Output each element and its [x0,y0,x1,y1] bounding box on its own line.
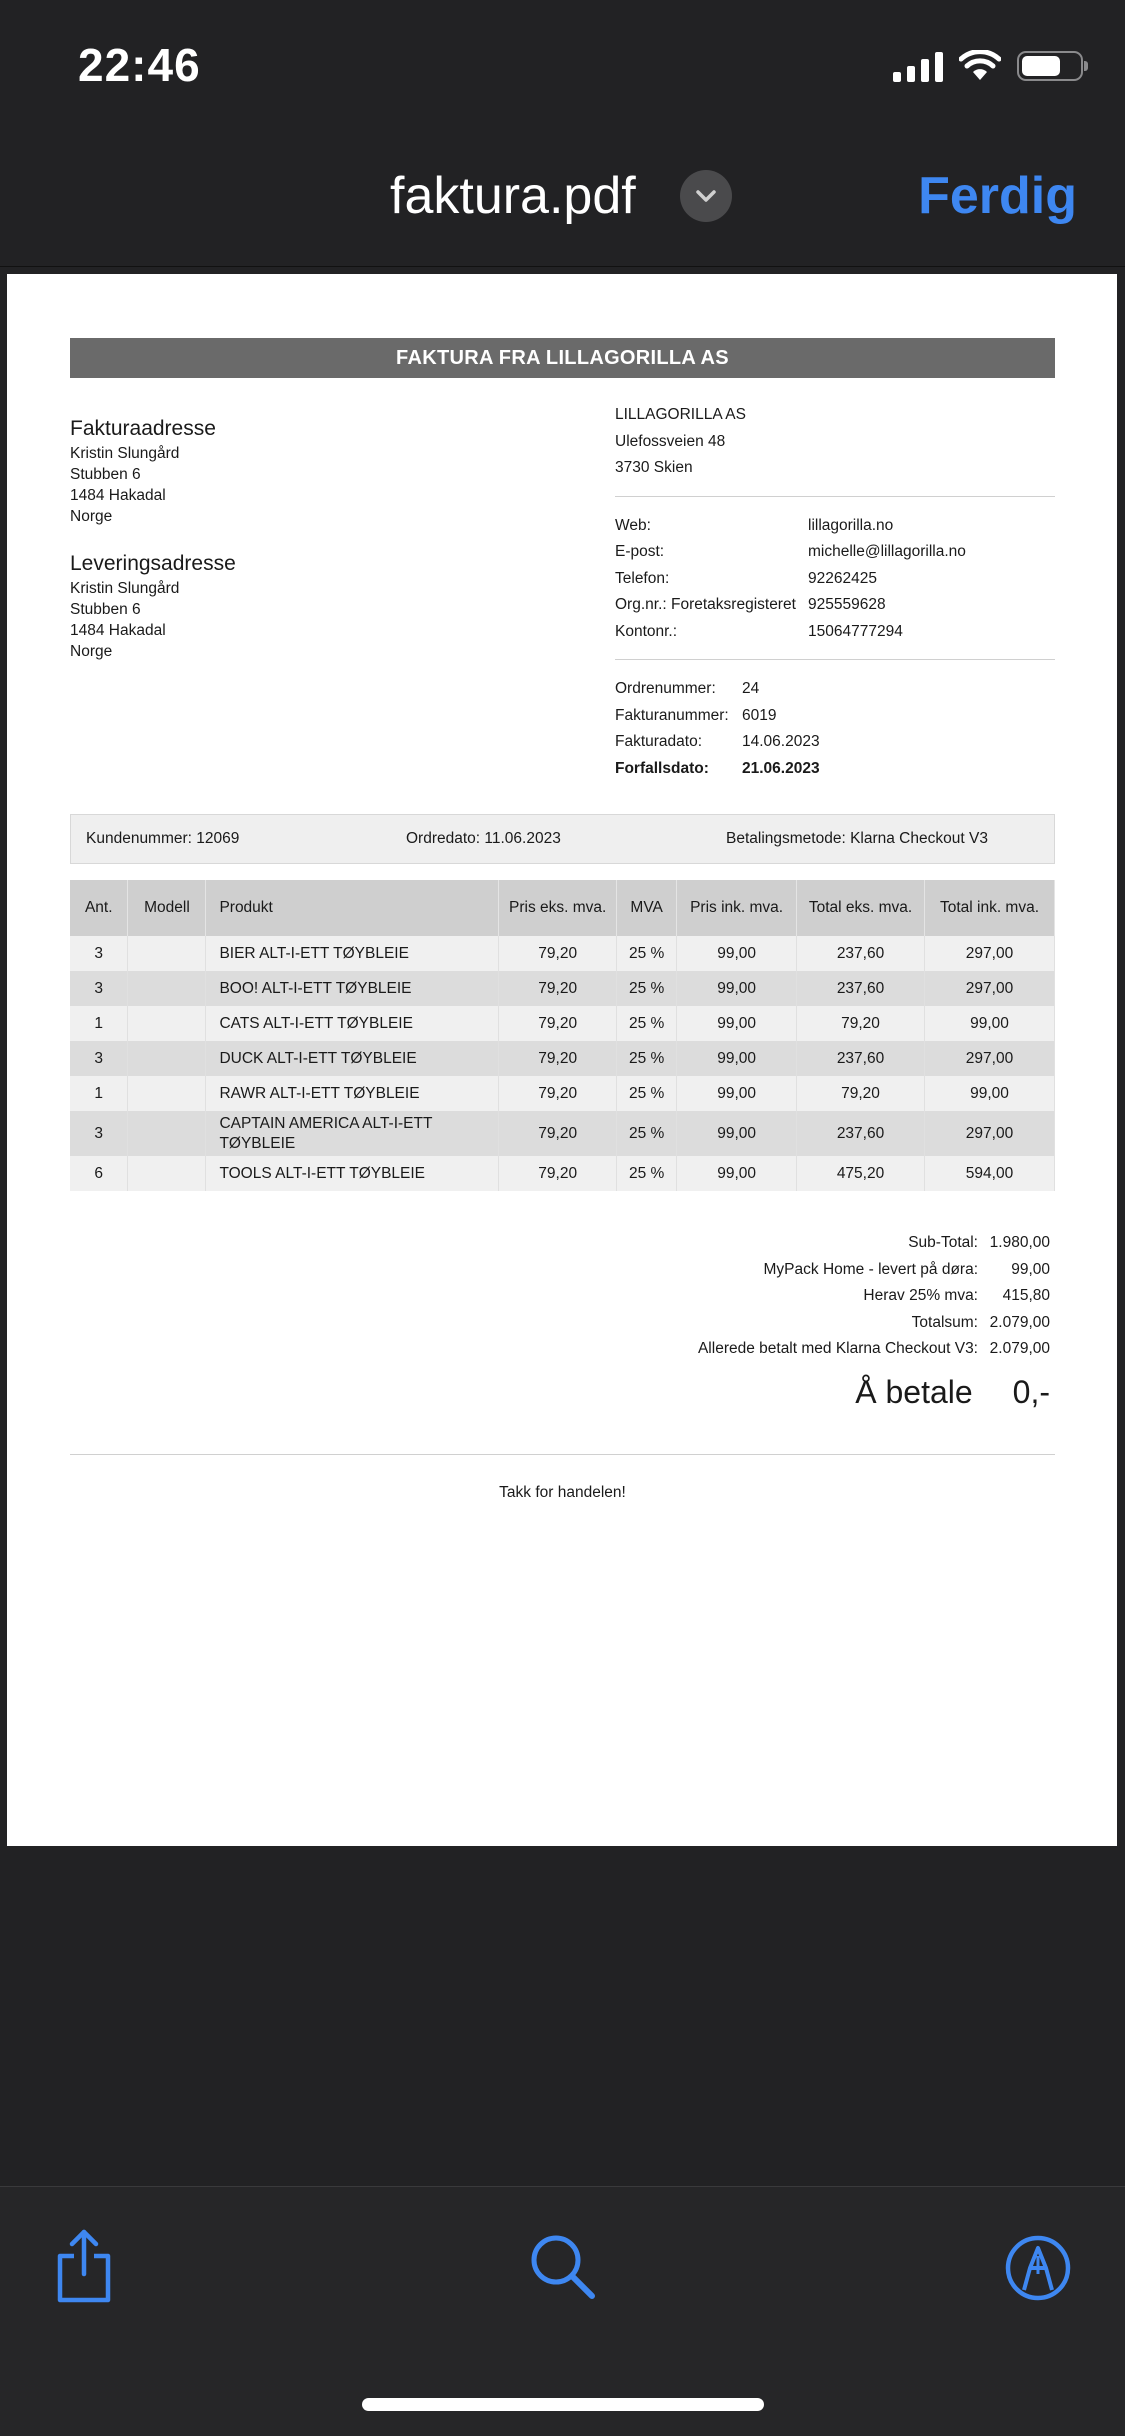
line-items-table [70,880,1055,1191]
shipping-line: Kristin Slungård [70,580,180,597]
table-cell: 3 [70,936,128,971]
amount-due-label: Å betale [855,1374,973,1410]
table-cell: 25 % [617,971,677,1006]
totals-row [698,1230,1050,1257]
table-row [70,1156,1055,1191]
table-cell: 297,00 [924,1041,1054,1076]
table-cell: 237,60 [797,971,925,1006]
totals-value: 2.079,00 [989,1313,1050,1331]
order-row [615,729,1055,756]
battery-icon [1017,51,1083,81]
table-row [70,1111,1055,1156]
billing-line: Norge [70,508,113,525]
table-body [70,936,1055,1191]
table-cell [128,936,206,971]
table-cell: RAWR ALT-I-ETT TØYBLEIE [206,1076,499,1111]
contact-key: Telefon: [615,569,670,587]
order-value: 21.06.2023 [742,759,820,777]
contact-value: 15064777294 [808,622,903,640]
table-cell: BOO! ALT-I-ETT TØYBLEIE [206,971,499,1006]
order-date: Ordredato: 11.06.2023 [406,830,561,847]
status-time: 22:46 [78,39,201,91]
contact-row [615,513,1055,540]
table-cell: 79,20 [499,1006,617,1041]
table-cell: 297,00 [924,1111,1054,1156]
pdf-page[interactable] [7,274,1117,1846]
customer-number: Kundenummer: 12069 [86,830,240,847]
payment-method: Betalingsmetode: Klarna Checkout V3 [726,830,988,847]
totals-label: Herav 25% mva: [863,1287,978,1304]
table-cell: CAPTAIN AMERICA ALT-I-ETT TØYBLEIE [206,1111,499,1156]
table-cell [128,1076,206,1111]
done-button[interactable]: Ferdig [918,167,1077,225]
table-cell: 237,60 [797,1041,925,1076]
column-header: MVA [617,880,677,936]
seller-street: Ulefossveien 48 [615,432,726,450]
markup-icon[interactable] [1004,2234,1072,2302]
table-cell: 99,00 [677,1076,797,1111]
totals-label: MyPack Home - levert på døra: [763,1260,978,1278]
order-row [615,756,1055,783]
contact-key: Kontonr.: [615,622,678,640]
column-header: Pris ink. mva. [677,880,797,936]
footer-divider [70,1454,1055,1455]
seller-info [615,402,1055,782]
title-menu-chevron-icon[interactable] [680,170,732,222]
totals-value: 1.980,00 [989,1234,1050,1251]
contact-value[interactable]: michelle@lillagorilla.no [808,543,966,560]
totals-value: 2.079,00 [989,1340,1050,1357]
totals-row [698,1283,1050,1310]
totals-row [698,1336,1050,1363]
shipping-line: 1484 Hakadal [70,622,166,639]
cellular-signal-icon [893,50,943,82]
table-cell: 25 % [617,936,677,971]
order-key: Fakturanummer: [615,706,729,724]
table-cell: 297,00 [924,936,1054,971]
invoice-banner: FAKTURA FRA LILLAGORILLA AS [70,338,1055,378]
table-cell: 99,00 [677,1006,797,1041]
table-cell: 79,20 [499,1041,617,1076]
table-cell: 99,00 [677,1111,797,1156]
table-cell: 25 % [617,1006,677,1041]
table-cell: 297,00 [924,971,1054,1006]
table-row [70,1041,1055,1076]
order-key: Forfallsdato: [615,759,709,777]
table-cell: 79,20 [797,1076,925,1111]
table-cell: CATS ALT-I-ETT TØYBLEIE [206,1006,499,1041]
contact-value[interactable]: lillagorilla.no [808,516,894,534]
table-cell: TOOLS ALT-I-ETT TØYBLEIE [206,1156,499,1191]
table-cell: 79,20 [499,1111,617,1156]
table-cell: 99,00 [924,1006,1054,1041]
column-header: Total eks. mva. [797,880,925,936]
table-cell: 594,00 [924,1156,1054,1191]
order-value: 14.06.2023 [742,733,820,750]
table-cell: BIER ALT-I-ETT TØYBLEIE [206,936,499,971]
totals-label: Sub-Total: [908,1234,978,1251]
search-icon[interactable] [528,2232,598,2302]
table-cell: 99,00 [677,936,797,971]
contact-key: Web: [615,516,651,534]
column-header: Modell [128,880,206,936]
contact-value[interactable]: 92262425 [808,569,877,587]
table-cell: 3 [70,1111,128,1156]
table-cell [128,1156,206,1191]
amount-due-value: 0,- [1012,1374,1050,1410]
order-key: Fakturadato: [615,733,703,750]
contact-key: E-post: [615,543,665,560]
table-row [70,1076,1055,1111]
column-header: Pris eks. mva. [499,880,617,936]
divider [615,659,1055,660]
thanks-note: Takk for handelen! [499,1484,626,1501]
order-row [615,676,1055,703]
column-header: Total ink. mva. [924,880,1054,936]
order-key: Ordrenummer: [615,680,716,697]
totals-row [698,1257,1050,1284]
wifi-icon [959,50,1001,82]
table-cell [128,1041,206,1076]
column-header: Ant. [70,880,128,936]
table-cell: 99,00 [677,1041,797,1076]
invoice [70,338,1055,1501]
table-cell: 1 [70,1076,128,1111]
contact-value: 925559628 [808,596,886,613]
billing-line: Kristin Slungård [70,445,180,462]
table-cell: 79,20 [499,971,617,1006]
totals-value: 99,00 [1011,1260,1050,1278]
status-icons [893,50,1083,82]
address-column [70,418,550,662]
table-cell: 25 % [617,1156,677,1191]
table-row [70,971,1055,1006]
shipping-heading: Leveringsadresse [70,552,236,575]
totals-label: Totalsum: [911,1313,978,1331]
billing-line: 1484 Hakadal [70,487,166,504]
table-cell: 6 [70,1156,128,1191]
table-cell: 79,20 [499,1076,617,1111]
nav-divider [0,266,1125,267]
divider [615,496,1055,497]
billing-heading: Fakturaadresse [70,417,216,440]
table-cell: 25 % [617,1111,677,1156]
column-header: Produkt [206,880,499,936]
totals-value: 415,80 [1002,1287,1050,1304]
share-icon[interactable] [52,2228,116,2304]
billing-address [70,418,550,527]
table-cell: 25 % [617,1041,677,1076]
order-value: 24 [742,680,760,697]
table-cell: 237,60 [797,936,925,971]
table-cell: 3 [70,1041,128,1076]
totals-row [698,1310,1050,1337]
table-cell [128,1006,206,1041]
table-cell: 3 [70,971,128,1006]
table-cell [128,1111,206,1156]
shipping-line: Stubben 6 [70,601,141,618]
table-cell: 79,20 [499,1156,617,1191]
table-cell: 475,20 [797,1156,925,1191]
table-row [70,936,1055,971]
totals [698,1230,1050,1363]
billing-line: Stubben 6 [70,466,141,483]
seller-name: LILLAGORILLA AS [615,406,746,423]
table-header-row [70,880,1055,936]
contact-row [615,592,1055,619]
home-indicator[interactable] [362,2398,764,2411]
order-value: 6019 [742,706,777,724]
document-title[interactable]: faktura.pdf [390,167,636,225]
table-cell: 237,60 [797,1111,925,1156]
seller-city: 3730 Skien [615,459,693,476]
order-row [615,703,1055,730]
shipping-address [70,553,550,662]
contact-row [615,539,1055,566]
table-cell: 1 [70,1006,128,1041]
table-cell: 99,00 [924,1076,1054,1111]
contact-key: Org.nr.: Foretaksregisteret [615,596,796,613]
order-info-bar [70,814,1055,864]
contact-row [615,619,1055,646]
contact-row [615,566,1055,593]
table-cell [128,971,206,1006]
table-cell: 99,00 [677,971,797,1006]
amount-due [855,1374,1050,1411]
shipping-line: Norge [70,643,113,660]
table-cell: 79,20 [499,936,617,971]
table-cell: 25 % [617,1076,677,1111]
table-row [70,1006,1055,1041]
totals-label: Allerede betalt med Klarna Checkout V3: [697,1340,978,1357]
table-cell: 99,00 [677,1156,797,1191]
table-cell: DUCK ALT-I-ETT TØYBLEIE [206,1041,499,1076]
table-cell: 79,20 [797,1006,925,1041]
